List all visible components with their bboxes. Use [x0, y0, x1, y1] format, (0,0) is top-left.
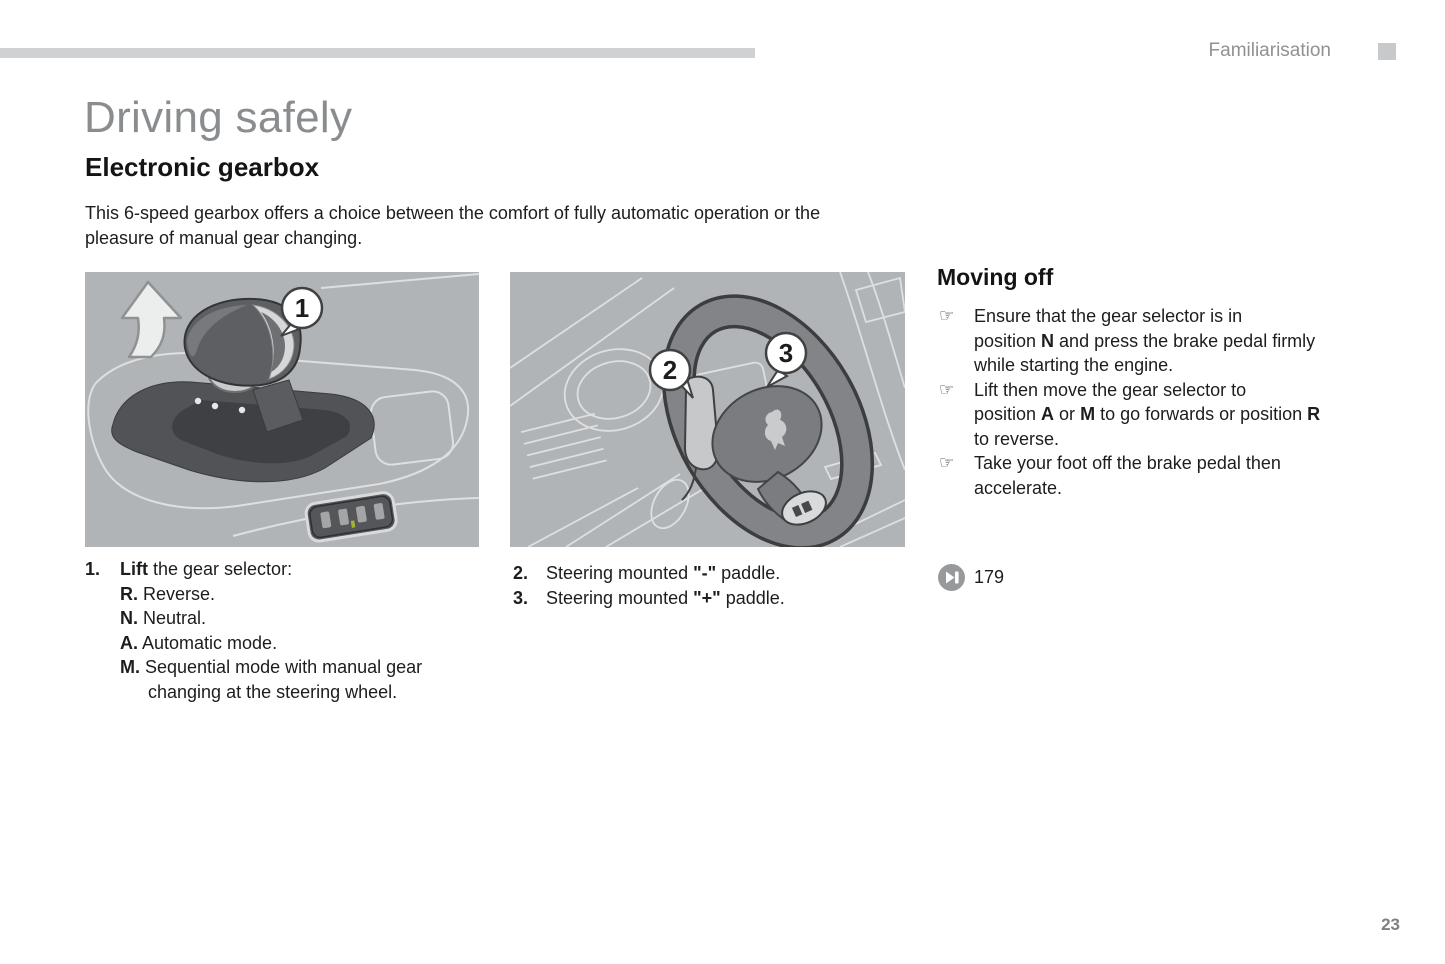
- instruction-step: [937, 451, 1345, 500]
- figure-gear-selector: [85, 272, 479, 547]
- see-page-icon: [938, 564, 965, 591]
- page-number: 23: [1381, 915, 1400, 934]
- moving-off-section: [937, 264, 1345, 500]
- pointing-hand-icon: ☞: [939, 379, 955, 400]
- instruction-text: Lift then move the gear selector to position A or M to go forwards or position R to reverse.: [974, 379, 1321, 449]
- instruction-text: Take your foot off the brake pedal then accelerate.: [974, 453, 1281, 498]
- section-label: Familiarisation: [1208, 40, 1331, 61]
- legend-gear-selector: [85, 557, 465, 704]
- steering-wheel-illustration: [510, 272, 905, 547]
- callout-1-number: 1: [294, 293, 310, 323]
- instruction-step: [937, 378, 1345, 452]
- callout-2-number: 2: [662, 355, 678, 385]
- pointing-hand-icon: ☞: [939, 306, 955, 326]
- gear-position-automatic: A. Automatic mode.: [120, 632, 278, 653]
- callout-3-number: 3: [778, 338, 794, 368]
- legend-item-number: 2.: [513, 563, 529, 583]
- instruction-text: Ensure that the gear selector is in position N and press the brake pedal firmly while starting the engine.: [974, 306, 1316, 375]
- moving-off-heading: Moving off: [937, 264, 1054, 290]
- legend-item-number: 1.: [85, 559, 101, 579]
- section-tab-marker: [1378, 43, 1396, 60]
- legend-paddles: [513, 561, 923, 610]
- legend-item-number: 3.: [513, 587, 529, 608]
- section-title: Electronic gearbox: [85, 152, 320, 182]
- pointing-hand-icon: ☞: [939, 453, 955, 473]
- gear-position-neutral: N. Neutral.: [120, 608, 207, 628]
- instruction-step: [937, 304, 1345, 378]
- gear-position-manual: M. Sequential mode with manual gear changing at the steering wheel.: [120, 657, 423, 702]
- header-rule: [0, 48, 755, 58]
- legend-item-text: Lift the gear selector:: [120, 559, 293, 579]
- reference-page-number: 179: [974, 567, 1005, 587]
- legend-item-text: Steering mounted "+" paddle.: [546, 587, 785, 608]
- intro-paragraph: This 6-speed gearbox offers a choice between the comfort of fully automatic operation or the pleasure of manual gear changing.: [85, 203, 821, 248]
- page-title: Driving safely: [84, 93, 353, 142]
- figure-steering-wheel: [510, 272, 905, 547]
- gear-position-reverse: R. Reverse.: [120, 583, 216, 604]
- page-reference[interactable]: [938, 564, 1004, 591]
- legend-item-text: Steering mounted "-" paddle.: [546, 563, 781, 583]
- gear-selector-illustration: [85, 272, 479, 547]
